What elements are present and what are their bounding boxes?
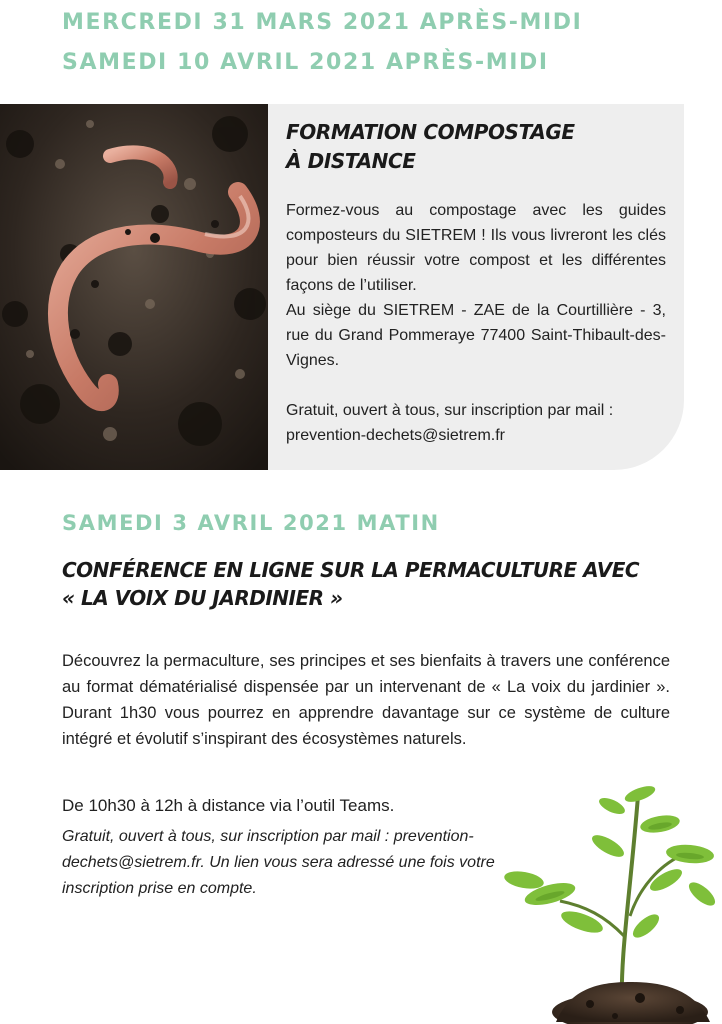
compost-title-line-2: À DISTANCE — [286, 149, 416, 173]
seedling-plant-photo — [490, 776, 722, 1024]
date-heading-3: SAMEDI 3 AVRIL 2021 MATIN — [62, 511, 440, 535]
compost-location: Au siège du SIETREM - ZAE de la Courtillière - 3, rue du Grand Pommeraye 77400 Saint-Thibault-des-Vignes. — [286, 302, 666, 369]
date-heading-1: MERCREDI 31 MARS 2021 APRÈS-MIDI — [62, 10, 583, 35]
conference-title — [62, 556, 639, 612]
conference-description: Découvrez la permaculture, ses principes et ses bienfaits à travers une conférence au format dématérialisé dispensée par un intervenant de « La voix du jardinier ». Durant 1h30 vous pourrez en apprendre davantage sur ce système de culture intégré et évolutif s’inspirant des écosystèmes naturels. — [62, 652, 670, 748]
compost-body — [286, 198, 666, 448]
compost-title-line-1: FORMATION COMPOSTAGE — [286, 120, 575, 144]
conference-registration: Gratuit, ouvert à tous, sur inscription par mail : prevention-dechets@sietrem.fr. Un lien vous sera adressé une fois votre inscription prise en compte. — [62, 828, 495, 897]
compost-info-card — [268, 104, 684, 470]
compost-info-area — [268, 104, 722, 470]
conference-title-line-1: CONFÉRENCE EN LIGNE SUR LA PERMACULTURE AVEC — [62, 558, 640, 582]
compost-title — [286, 118, 575, 176]
conference-time: De 10h30 à 12h à distance via l’outil Teams. — [62, 796, 395, 815]
earthworm-photo — [0, 104, 268, 470]
compost-section — [0, 104, 722, 470]
compost-email: prevention-dechets@sietrem.fr — [286, 427, 505, 444]
compost-registration: Gratuit, ouvert à tous, sur inscription par mail : — [286, 402, 614, 419]
date-heading-2: SAMEDI 10 AVRIL 2021 APRÈS-MIDI — [62, 50, 549, 75]
compost-description: Formez-vous au compostage avec les guides composteurs du SIETREM ! Ils vous livreront les clés pour bien réussir votre compost et les différentes façons de l’utiliser. — [286, 202, 666, 294]
conference-title-line-2: « LA VOIX DU JARDINIER » — [62, 586, 343, 610]
